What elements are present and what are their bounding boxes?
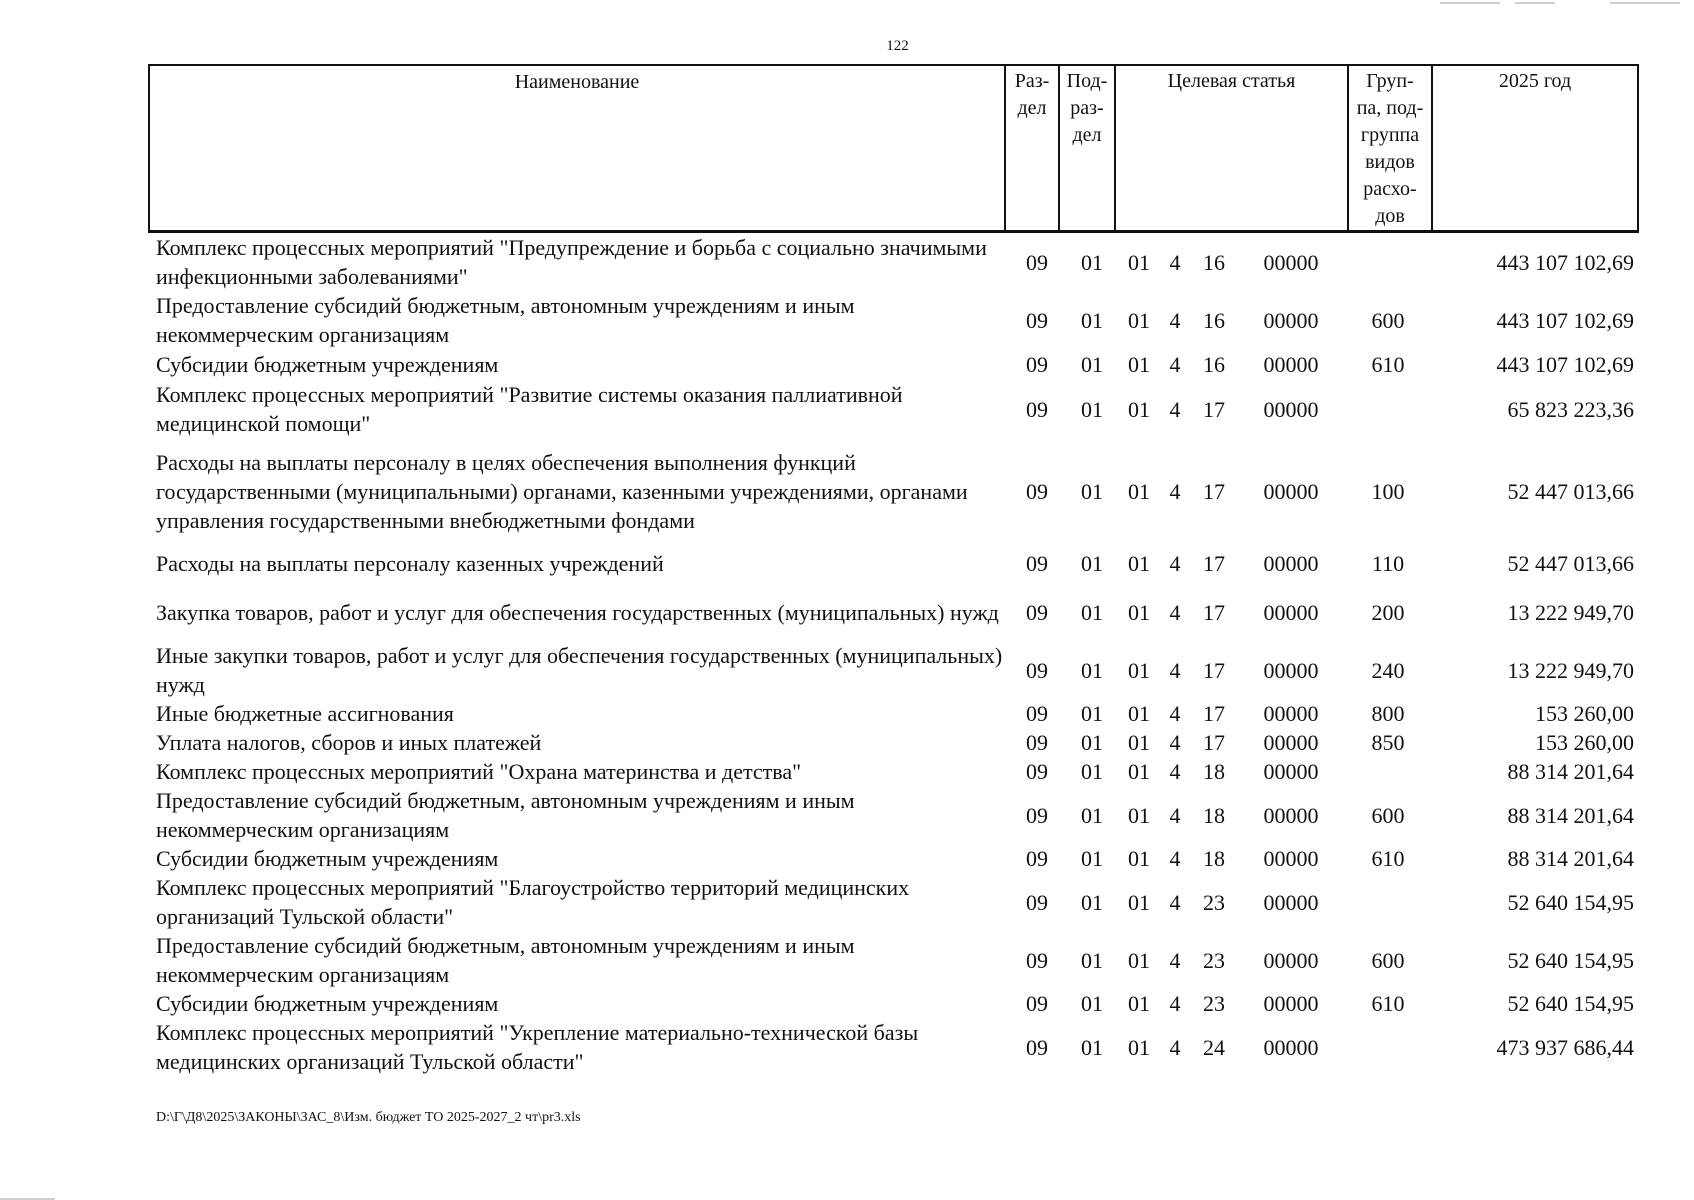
row-c4: 00000 — [1263, 249, 1319, 275]
row-c4: 00000 — [1263, 802, 1319, 828]
row-c2: 4 — [1169, 802, 1181, 828]
row-pr: 01 — [1081, 657, 1103, 683]
row-c1: 01 — [1128, 1034, 1150, 1060]
row-c4: 00000 — [1263, 701, 1319, 726]
row-c1: 01 — [1128, 657, 1150, 683]
row-c3: 23 — [1203, 947, 1225, 973]
row-vr: 600 — [1371, 307, 1405, 333]
row-vr — [1346, 380, 1430, 438]
table-row — [148, 583, 1637, 641]
row-vr — [1346, 873, 1430, 931]
row-name: Предоставление субсидий бюджетным, автономным учреждениям и иным некоммерческим организациям — [156, 933, 855, 987]
row-c1: 01 — [1128, 846, 1150, 871]
row-c3: 16 — [1203, 307, 1225, 333]
row-pr: 01 — [1081, 478, 1103, 504]
row-pr: 01 — [1081, 802, 1103, 828]
table-row — [148, 699, 1637, 728]
row-name: Расходы на выплаты персоналу казенных учреждений — [156, 551, 664, 576]
row-c3: 24 — [1203, 1034, 1225, 1060]
row-rz: 09 — [1026, 307, 1048, 333]
table-row — [148, 786, 1637, 844]
row-pr: 01 — [1081, 352, 1103, 377]
row-rz: 09 — [1026, 478, 1048, 504]
row-c3: 17 — [1203, 657, 1225, 683]
table-body — [148, 233, 1637, 1076]
table-row — [148, 641, 1637, 699]
row-rz: 09 — [1026, 249, 1048, 275]
row-c2: 4 — [1169, 657, 1181, 683]
row-amount: 52 447 013,66 — [1507, 478, 1634, 504]
row-amount: 52 640 154,95 — [1507, 991, 1634, 1016]
row-vr — [1346, 1018, 1430, 1076]
row-amount: 52 640 154,95 — [1507, 889, 1634, 915]
row-c3: 17 — [1203, 730, 1225, 755]
row-c2: 4 — [1169, 551, 1181, 576]
table-row — [148, 728, 1637, 757]
row-amount: 443 107 102,69 — [1496, 307, 1634, 333]
row-vr: 610 — [1371, 352, 1405, 377]
row-vr: 240 — [1371, 657, 1405, 683]
table-row — [148, 380, 1637, 438]
row-c2: 4 — [1169, 396, 1181, 422]
footer-file-path: D:\Г\Д8\2025\ЗАКОНЫ\ЗАС_8\Изм. бюджет ТО 2025-2027_2 чт\pr3.xls — [156, 1110, 581, 1125]
row-c2: 4 — [1169, 307, 1181, 333]
row-rz: 09 — [1026, 991, 1048, 1016]
row-pr: 01 — [1081, 307, 1103, 333]
row-rz: 09 — [1026, 1034, 1048, 1060]
header-expense-group: Груп- па, под- группа видов расхо- дов — [1348, 65, 1432, 232]
row-rz: 09 — [1026, 889, 1048, 915]
row-amount: 13 222 949,70 — [1507, 599, 1634, 625]
row-c2: 4 — [1169, 759, 1181, 784]
row-name: Предоставление субсидий бюджетным, автономным учреждениям и иным некоммерческим организациям — [156, 788, 855, 842]
row-c1: 01 — [1128, 599, 1150, 625]
row-pr: 01 — [1081, 759, 1103, 784]
row-pr: 01 — [1081, 701, 1103, 726]
row-amount: 153 260,00 — [1535, 730, 1634, 755]
row-c2: 4 — [1169, 478, 1181, 504]
row-c2: 4 — [1169, 249, 1181, 275]
row-rz: 09 — [1026, 846, 1048, 871]
row-rz: 09 — [1026, 551, 1048, 576]
row-c2: 4 — [1169, 730, 1181, 755]
row-c2: 4 — [1169, 947, 1181, 973]
row-c4: 00000 — [1263, 1034, 1319, 1060]
row-name: Комплекс процессных мероприятий "Благоустройство территорий медицинских организаций Тульской области" — [156, 875, 910, 929]
table-row — [148, 1018, 1637, 1076]
row-amount: 65 823 223,36 — [1507, 396, 1634, 422]
row-c2: 4 — [1169, 1034, 1181, 1060]
row-c1: 01 — [1128, 551, 1150, 576]
table-row — [148, 291, 1637, 349]
row-name: Комплекс процессных мероприятий "Охрана материнства и детства" — [156, 759, 802, 784]
row-c1: 01 — [1128, 802, 1150, 828]
row-name: Иные закупки товаров, работ и услуг для обеспечения государственных (муниципальных) нужд — [156, 643, 1003, 697]
row-amount: 153 260,00 — [1535, 701, 1634, 726]
row-vr: 610 — [1371, 846, 1405, 871]
row-amount: 443 107 102,69 — [1496, 249, 1634, 275]
row-c1: 01 — [1128, 759, 1150, 784]
row-c1: 01 — [1128, 396, 1150, 422]
row-amount: 88 314 201,64 — [1507, 846, 1634, 871]
row-c3: 18 — [1203, 802, 1225, 828]
row-name: Уплата налогов, сборов и иных платежей — [156, 730, 542, 755]
row-name: Предоставление субсидий бюджетным, автономным учреждениям и иным некоммерческим организациям — [156, 293, 855, 347]
header-year: 2025 год — [1432, 65, 1638, 232]
table-row — [148, 844, 1637, 873]
row-vr: 610 — [1371, 991, 1405, 1016]
row-c3: 17 — [1203, 396, 1225, 422]
table-row — [148, 544, 1637, 583]
row-c1: 01 — [1128, 701, 1150, 726]
row-rz: 09 — [1026, 701, 1048, 726]
row-rz: 09 — [1026, 599, 1048, 625]
row-vr: 100 — [1371, 478, 1405, 504]
row-vr: 600 — [1371, 947, 1405, 973]
row-rz: 09 — [1026, 396, 1048, 422]
table-row — [148, 233, 1637, 291]
row-amount: 88 314 201,64 — [1507, 759, 1634, 784]
row-c3: 17 — [1203, 478, 1225, 504]
row-c1: 01 — [1128, 991, 1150, 1016]
corner-mark — [1610, 2, 1680, 4]
row-c4: 00000 — [1263, 759, 1319, 784]
row-c4: 00000 — [1263, 599, 1319, 625]
row-c1: 01 — [1128, 730, 1150, 755]
row-pr: 01 — [1081, 846, 1103, 871]
row-name: Субсидии бюджетным учреждениям — [156, 991, 499, 1016]
row-pr: 01 — [1081, 991, 1103, 1016]
row-c1: 01 — [1128, 478, 1150, 504]
row-name: Комплекс процессных мероприятий "Предупреждение и борьба с социально значимыми инфекционными заболеваниями" — [156, 235, 987, 289]
row-amount: 13 222 949,70 — [1507, 657, 1634, 683]
row-name: Закупка товаров, работ и услуг для обеспечения государственных (муниципальных) нужд — [156, 599, 999, 625]
header-name: Наименование — [149, 65, 1005, 232]
row-c3: 17 — [1203, 551, 1225, 576]
row-c3: 23 — [1203, 991, 1225, 1016]
row-rz: 09 — [1026, 352, 1048, 377]
table-header — [148, 64, 1639, 233]
row-c4: 00000 — [1263, 307, 1319, 333]
row-amount: 473 937 686,44 — [1496, 1034, 1634, 1060]
corner-mark — [1515, 2, 1555, 4]
row-pr: 01 — [1081, 599, 1103, 625]
row-pr: 01 — [1081, 1034, 1103, 1060]
row-c4: 00000 — [1263, 730, 1319, 755]
table-row — [148, 931, 1637, 989]
row-rz: 09 — [1026, 947, 1048, 973]
row-c4: 00000 — [1263, 478, 1319, 504]
table-row — [148, 989, 1637, 1018]
row-name: Комплекс процессных мероприятий "Развитие системы оказания паллиативной медицинской помощи" — [156, 382, 903, 436]
table-row — [148, 349, 1637, 380]
row-c2: 4 — [1169, 352, 1181, 377]
row-rz: 09 — [1026, 657, 1048, 683]
row-c1: 01 — [1128, 307, 1150, 333]
row-c2: 4 — [1169, 991, 1181, 1016]
row-amount: 52 447 013,66 — [1507, 551, 1634, 576]
row-vr — [1346, 757, 1430, 786]
corner-mark — [1440, 2, 1500, 4]
row-pr: 01 — [1081, 396, 1103, 422]
row-amount: 88 314 201,64 — [1507, 802, 1634, 828]
row-c1: 01 — [1128, 249, 1150, 275]
row-amount: 52 640 154,95 — [1507, 947, 1634, 973]
row-c2: 4 — [1169, 889, 1181, 915]
row-c1: 01 — [1128, 352, 1150, 377]
row-name: Расходы на выплаты персоналу в целях обеспечения выполнения функций государственными (муниципальными) органами, казенными учреждениями, органами управления государственными внебюджетными фондами — [156, 449, 968, 533]
row-c4: 00000 — [1263, 846, 1319, 871]
row-c3: 23 — [1203, 889, 1225, 915]
row-c4: 00000 — [1263, 947, 1319, 973]
row-c1: 01 — [1128, 947, 1150, 973]
row-c3: 16 — [1203, 352, 1225, 377]
table-row — [148, 438, 1637, 544]
row-vr: 200 — [1371, 599, 1405, 625]
row-c4: 00000 — [1263, 352, 1319, 377]
row-rz: 09 — [1026, 730, 1048, 755]
row-name: Субсидии бюджетным учреждениям — [156, 352, 499, 377]
table-row — [148, 873, 1637, 931]
row-c3: 18 — [1203, 759, 1225, 784]
row-vr — [1346, 233, 1430, 291]
row-c2: 4 — [1169, 599, 1181, 625]
page-number: 122 — [886, 38, 909, 54]
row-c3: 18 — [1203, 846, 1225, 871]
row-c4: 00000 — [1263, 396, 1319, 422]
row-c3: 17 — [1203, 599, 1225, 625]
row-vr: 800 — [1371, 701, 1405, 726]
row-name: Иные бюджетные ассигнования — [156, 701, 454, 726]
row-c3: 17 — [1203, 701, 1225, 726]
row-c4: 00000 — [1263, 889, 1319, 915]
row-rz: 09 — [1026, 759, 1048, 784]
row-c1: 01 — [1128, 889, 1150, 915]
row-vr: 600 — [1371, 802, 1405, 828]
header-section: Раз- дел — [1005, 65, 1059, 232]
table-row — [148, 757, 1637, 786]
header-target-article: Целевая статья — [1115, 65, 1348, 232]
header-subsection: Под- раз- дел — [1059, 65, 1115, 232]
row-rz: 09 — [1026, 802, 1048, 828]
row-pr: 01 — [1081, 249, 1103, 275]
row-c4: 00000 — [1263, 657, 1319, 683]
row-pr: 01 — [1081, 947, 1103, 973]
row-c2: 4 — [1169, 846, 1181, 871]
row-c4: 00000 — [1263, 991, 1319, 1016]
row-vr: 850 — [1371, 730, 1405, 755]
row-c4: 00000 — [1263, 551, 1319, 576]
row-vr: 110 — [1371, 551, 1405, 576]
row-pr: 01 — [1081, 730, 1103, 755]
row-pr: 01 — [1081, 551, 1103, 576]
row-name: Субсидии бюджетным учреждениям — [156, 846, 499, 871]
row-c2: 4 — [1169, 701, 1181, 726]
row-pr: 01 — [1081, 889, 1103, 915]
row-c3: 16 — [1203, 249, 1225, 275]
row-name: Комплекс процессных мероприятий "Укрепление материально-технической базы медицинских организаций Тульской области" — [156, 1020, 919, 1074]
row-amount: 443 107 102,69 — [1496, 352, 1634, 377]
